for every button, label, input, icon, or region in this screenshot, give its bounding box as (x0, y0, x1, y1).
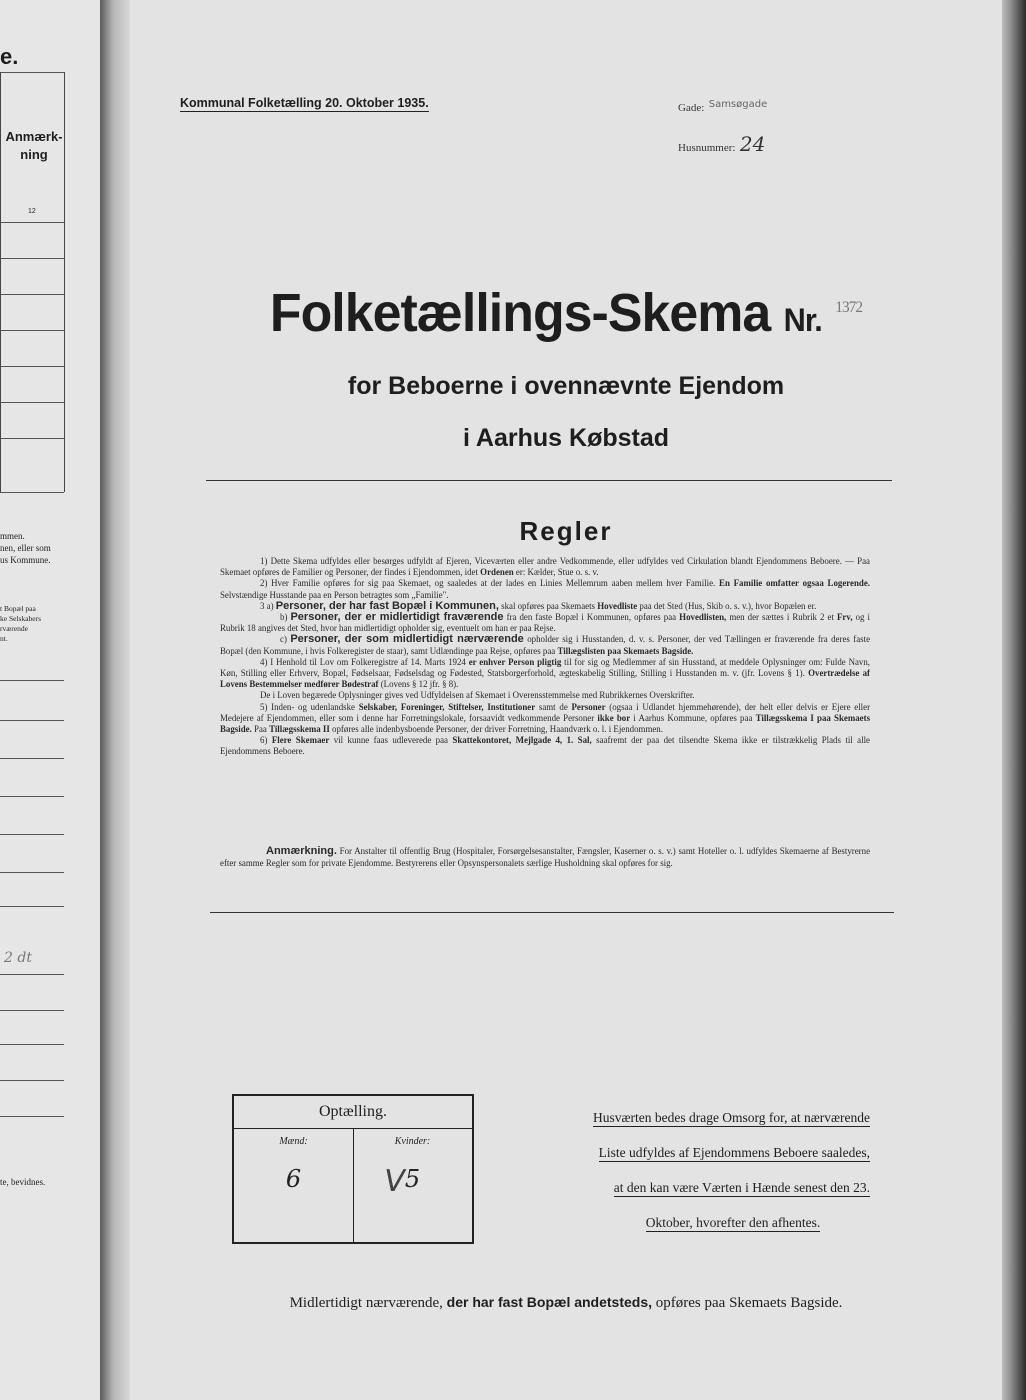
checkmark: V (380, 1164, 408, 1199)
rule-emphasis: Flere Skemaer (271, 735, 330, 746)
left-fragment-text: nt. (0, 634, 8, 643)
rule-6 (220, 735, 870, 757)
left-page-rule (0, 758, 64, 759)
section-divider (210, 912, 894, 913)
rule-text: (Lovens § 12 jfr. § 8). (380, 679, 459, 690)
rule-text: 2) Hver Familie opføres for sig paa Skemaet, og saaledes at der lades en Linies Mellemrum aaben mellem hver Familie. (260, 578, 716, 589)
left-page-rule (0, 330, 64, 331)
left-page-rule (0, 680, 64, 681)
left-page-rule (0, 1080, 64, 1081)
rule-text: opholder sig i Husstanden, d. v. s. Personer, der ved Tællingen er fraværende fra deres faste Bopæl (den Kommune, i hvis Folkeregister de staar), samt Udlændinge paa Rejse, opføres paa (220, 634, 871, 656)
left-handwritten-scribble: 2 dt (4, 950, 32, 966)
left-fragment-text: us Kommune. (0, 555, 51, 565)
left-fragment-text: nen, eller som (0, 543, 51, 553)
footer-text: opføres paa Skemaets Bagside. (655, 1295, 843, 1311)
rule-text: 3 a) (260, 600, 274, 611)
rule-emphasis: Personer, der er midlertidigt fraværende (290, 611, 504, 624)
form-title (147, 282, 984, 344)
left-page-rule (0, 1044, 64, 1045)
anmaerkning-note (220, 846, 870, 869)
rule-emphasis: Skattekontoret, Mejlgade 4, 1. Sal, (452, 735, 592, 746)
street-field (678, 98, 767, 116)
count-women-label: Kvinder: (394, 1136, 431, 1147)
form-number-value: 1372 (835, 299, 863, 316)
left-page-column-line (64, 72, 65, 492)
form-number-label: Nr. (783, 302, 822, 338)
left-column-header-line2: ning (20, 147, 48, 162)
rule-emphasis: Tillægsskema II (269, 724, 330, 735)
rule-text: fra den faste Bopæl i Kommunen, opføres paa (506, 612, 677, 623)
count-women-column (353, 1128, 472, 1242)
census-form-page (130, 0, 1002, 1400)
rule-text: samt de (538, 701, 568, 712)
left-fragment-text: rværende (0, 624, 28, 633)
rule-text: c) (280, 634, 287, 645)
rule-emphasis: Tillægsskema I paa Skemaets Bagside. (220, 712, 871, 735)
street-value: Samsøgade (708, 99, 768, 110)
rule-text: opføres alle indenbysboende Personer, der driver Forretning, Haandværk o. l. i Ejendommen. (332, 724, 663, 735)
binding-gutter (100, 0, 130, 1400)
notice-line (536, 1135, 870, 1170)
rule-3c (220, 634, 870, 656)
left-page-rule (0, 492, 64, 493)
rule-4 (220, 657, 870, 691)
rule-text: paa det Sted (Hus, Skib o. s. v.), hvor Bopælen er. (639, 600, 817, 611)
notice-line-text: at den kan være Værten i Hænde senest den 23. (613, 1180, 870, 1195)
count-box-title: Optælling. (234, 1096, 472, 1129)
left-fragment-text: t Bopæl paa (0, 604, 36, 613)
left-page-rule (0, 1010, 64, 1011)
left-page-column-line (0, 72, 1, 492)
footer-note (130, 1294, 1002, 1312)
rule-3b (220, 612, 870, 634)
rule-emphasis: Personer, der som midlertidigt nærværende (290, 633, 524, 646)
page-right-edge (1002, 0, 1026, 1400)
landlord-notice (536, 1100, 870, 1240)
rule-text: De i Loven begærede Oplysninger gives ved Udfyldelsen af Skemaet i Overensstemmelse med Rubrikkernes Overskrifter. (260, 690, 695, 701)
rule-text: saafremt der paa det tilsendte Skema ikke er tilstrækkelig Plads til alle Ejendommens Beboere. (220, 735, 870, 757)
left-page-rule (0, 834, 64, 835)
rule-text: men der sættes i Rubrik 2 et (729, 612, 834, 623)
left-page-edge-letter: e. (0, 44, 19, 69)
count-men-value: 6 (285, 1165, 302, 1193)
rule-text: er: Kælder, Stue o. s. v. (515, 567, 599, 578)
rule-text: 1) Dette Skema udfyldes eller besørges udfyldt af Ejeren, Viceværten eller andre Vedkommende, eller udfyldes ved Cirkulation blandt Ejendommens Beboere. — Paa Skemaet opføres de Familier og Personer, der findes i Ejendommen, idet (220, 556, 870, 578)
left-page-rule (0, 796, 64, 797)
count-box (232, 1094, 474, 1244)
left-page-rule (0, 222, 64, 223)
form-subtitle-2: i Aarhus Købstad (462, 424, 670, 452)
notice-line-text: Oktober, hvorefter den afhentes. (645, 1215, 821, 1230)
rule-1 (220, 556, 870, 578)
rule-emphasis: Overtrædelse af Lovens Bestemmelser medfører Bødestraf (220, 668, 871, 690)
rule-text: (ogsaa i Udlandet hjemmehørende), der helt eller delvis er Ejere eller Medejere af Ejendommen, eller som i denne har Forretningslokale, forsaavidt vedkommende Personer (220, 701, 871, 723)
left-page-rule (0, 720, 64, 721)
left-page-rule (0, 72, 64, 73)
rule-text: 5) Inden- og udenlandske (260, 701, 355, 712)
rule-text: i Aarhus Kommune, opføres paa (633, 712, 753, 723)
rule-text: b) (280, 612, 288, 623)
left-page-rule (0, 906, 64, 907)
left-column-header (4, 128, 64, 164)
left-page-rule (0, 294, 64, 295)
left-fragment-text: te, bevidnes. (0, 1177, 46, 1187)
rule-emphasis: Frv, (837, 612, 853, 623)
rule-text: og i Rubrik 18 angives det Sted, hvor han midlertidigt opholder sig, eventuelt om han er paa Rejse. (220, 612, 871, 634)
rule-text: 4) I Henhold til Lov om Folkeregistre af 14. Marts 1924 (260, 656, 466, 667)
left-page-rule (0, 258, 64, 259)
count-men-label: Mænd: (279, 1136, 308, 1147)
house-number-field (678, 132, 765, 156)
left-page-fragment (0, 0, 101, 1400)
rule-emphasis: Hovedlisten, (679, 612, 727, 623)
left-page-rule (0, 366, 64, 367)
rule-emphasis: Ordenen (480, 567, 514, 578)
count-men-column (234, 1128, 354, 1242)
left-page-rule (0, 974, 64, 975)
rule-2 (220, 578, 870, 600)
rule-emphasis: Selskaber, Foreninger, Stiftelser, Institutioner (358, 701, 536, 712)
section-divider (206, 480, 892, 481)
rule-emphasis: er enhver Person pligtig (468, 656, 562, 667)
house-number-label: Husnummer: (678, 142, 736, 154)
street-label: Gade: (678, 102, 705, 114)
count-women-value: 5 (404, 1165, 421, 1193)
left-fragment-text: mmen. (0, 531, 25, 541)
rules-heading: Regler (519, 516, 613, 546)
rule-emphasis: Personer (571, 701, 606, 712)
left-fragment-text: ke Selskabers (0, 614, 42, 623)
rule-emphasis: ikke bor (597, 712, 631, 723)
rule-text: Selvstændige Husstande paa en Person betragtes som „Familie". (220, 589, 449, 600)
house-number-value: 24 (739, 132, 766, 156)
rule-text: skal opføres paa Skemaets (501, 600, 596, 611)
rule-emphasis: Tillægslisten paa Skemaets Bagside. (557, 645, 694, 656)
anmaerkning-text: For Anstalter til offentlig Brug (Hospitaler, Forsørgelsesanstalter, Fængsler, Kaserner o. s. v.) samt Hoteller o. l. udfyldes Skemaerne af Bestyrerne efter samme Regler som for private Ejendomme. Bestyrerens eller Opsynspersonalets særlige Husholdning skal opføres for sig. (220, 846, 871, 868)
rule-text: til for sig og Medlemmer af sin Husstand, at meddele Oplysninger om: Fulde Navn, Køn, Stilling eller Erhverv, Bopæl, Fødselsaar, Fødselsdag og Fødested, Statsborgerforhold, ægteskabelig Stilling, Stilling i Husstanden m. v. (jfr. Lovens § 1). (220, 656, 871, 679)
footer-text: Midlertidigt nærværende, (289, 1295, 443, 1311)
left-page-rule (0, 872, 64, 873)
left-page-rule (0, 438, 64, 439)
left-page-rule (0, 402, 64, 403)
notice-line (536, 1100, 870, 1135)
rules-text (220, 556, 870, 758)
rule-emphasis: Hovedliste (597, 600, 638, 611)
rule-text: 6) (260, 735, 268, 746)
left-page-rule (0, 1116, 64, 1117)
notice-line (536, 1170, 870, 1205)
rule-text: Paa (254, 724, 267, 735)
rule-emphasis: En Familie omfatter ogsaa Logerende. (719, 578, 871, 589)
anmaerkning-label: Anmærkning. (266, 845, 337, 857)
form-title-main: Folketællings-Skema (269, 283, 771, 343)
form-subtitle-1: for Beboerne i ovennævnte Ejendom (347, 372, 785, 400)
rule-5 (220, 702, 870, 736)
notice-line (536, 1205, 870, 1240)
notice-line-text: Liste udfyldes af Ejendommens Beboere saaledes, (598, 1145, 870, 1160)
rule-emphasis: Personer, der har fast Bopæl i Kommunen, (275, 599, 499, 612)
census-header-title: Kommunal Folketælling 20. Oktober 1935. (180, 96, 429, 110)
rule-text: vil kunne faas udleverede paa (333, 735, 448, 746)
left-column-header-line1: Anmærk- (5, 129, 63, 144)
footer-emphasis: der har fast Bopæl andetsteds, (446, 1294, 653, 1310)
left-column-number: 12 (28, 208, 36, 215)
rule-4-note (220, 690, 870, 701)
notice-line-text: Husværten bedes drage Omsorg for, at nærværende (592, 1110, 870, 1125)
